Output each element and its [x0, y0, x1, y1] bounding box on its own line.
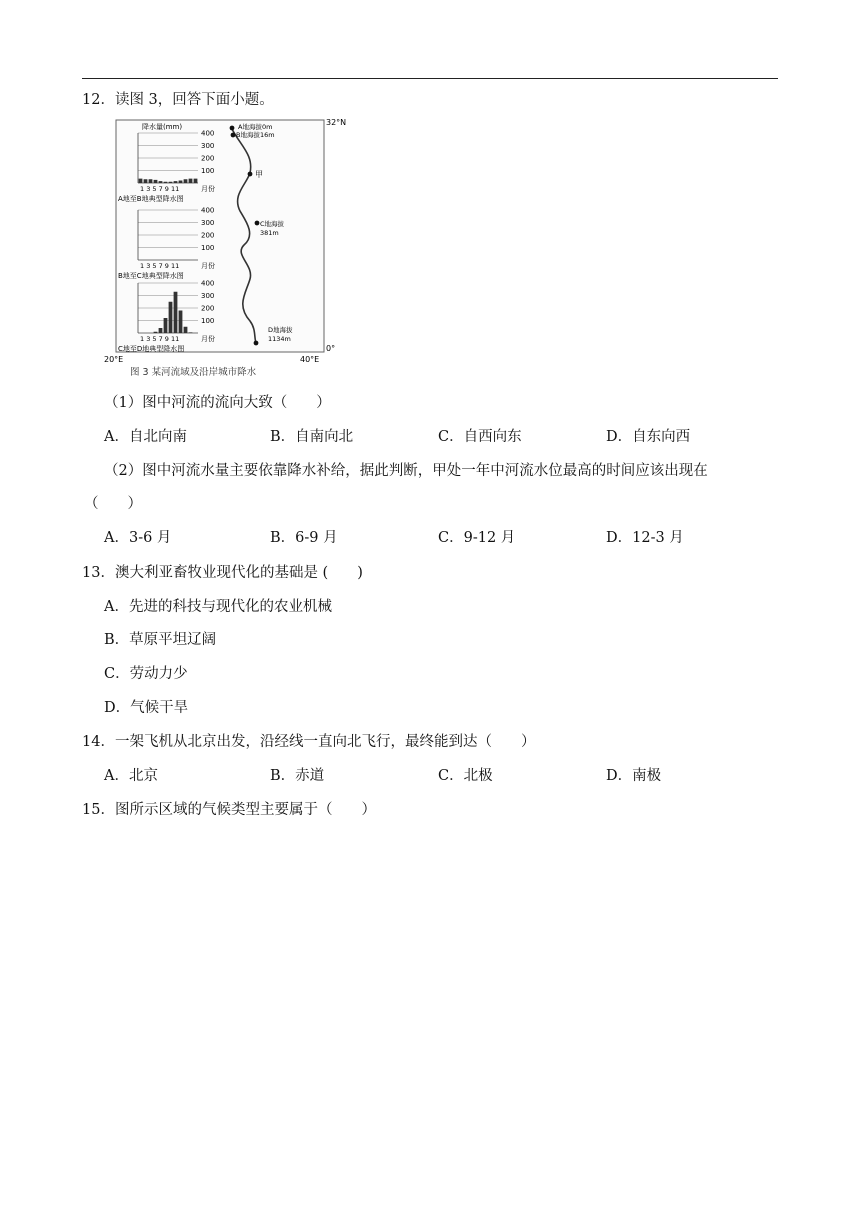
q13-option-a[interactable]: A．先进的科技与现代化的农业机械: [104, 599, 332, 615]
figure-3: [104, 115, 347, 385]
q12-sub2-option-c[interactable]: C．9-12 月: [438, 530, 516, 546]
chart-2-title: B地至C地典型降水图: [118, 272, 184, 280]
label-point-b: B地海拔16m: [236, 131, 275, 139]
chart-1-bar: [184, 179, 188, 183]
chart-3-bar: [184, 327, 188, 333]
chart-1-bar: [154, 180, 158, 183]
q12-sub2-option-b[interactable]: B．6-9 月: [270, 530, 338, 546]
chart-2-x-ticks: 1 3 5 7 9 11: [140, 262, 180, 270]
q14-option-c[interactable]: C．北极: [438, 768, 493, 784]
point-b-marker: [231, 133, 236, 138]
chart-1-title: A地至B地典型降水图: [118, 195, 184, 203]
label-point-d-1: D地海拔: [268, 326, 293, 334]
q12-sub1-text: （1）图中河流的流向大致（ ）: [104, 395, 331, 411]
figure-caption: 图 3 某河流域及沿岸城市降水: [130, 367, 257, 378]
chart-1-bar: [179, 181, 183, 184]
q12-sub1-option-c[interactable]: C．自西向东: [438, 429, 522, 445]
chart-2-y-tick: 200: [201, 231, 215, 240]
chart-3-y-tick: 300: [201, 292, 215, 300]
chart-1-xlabel: 月份: [201, 185, 215, 193]
chart-3-xlabel: 月份: [201, 335, 215, 343]
q12-sub2-option-d[interactable]: D．12-3 月: [606, 530, 684, 546]
q13-option-b[interactable]: B．草原平坦辽阔: [104, 632, 217, 648]
label-point-a: A地海拔0m: [238, 123, 273, 131]
q14-stem: 14．一架飞机从北京出发，沿经线一直向北飞行，最终能到达（ ）: [82, 734, 536, 750]
label-lat-bottom: 0°: [326, 344, 336, 353]
chart-1-bar: [159, 181, 163, 183]
chart-1-y-tick: 100: [201, 167, 215, 175]
point-a-marker: [230, 126, 235, 131]
chart-1-bar: [169, 182, 173, 183]
chart-3-bar: [154, 332, 158, 333]
point-c-marker: [255, 221, 260, 226]
chart-1-x-ticks: 1 3 5 7 9 11: [140, 185, 180, 193]
q12-sub2-text-cont: （ ）: [84, 496, 142, 512]
chart-2-y-tick: 100: [201, 244, 215, 252]
chart-2-y-tick: 300: [201, 219, 215, 227]
chart-3-title: C地至D地典型降水图: [118, 345, 185, 353]
q13-option-c[interactable]: C．劳动力少: [104, 666, 188, 682]
chart-3-x-ticks: 1 3 5 7 9 11: [140, 335, 180, 343]
label-lon-right: 40°E: [300, 355, 320, 364]
chart-3-bar: [179, 311, 183, 334]
chart-3-y-tick: 400: [201, 279, 215, 288]
label-lat-top: 32°N: [326, 118, 347, 127]
chart-1-y-tick: 300: [201, 142, 215, 150]
q15-stem: 15．图所示区域的气候类型主要属于（ ）: [82, 802, 376, 818]
chart-1-bar: [149, 179, 153, 183]
chart-2-xlabel: 月份: [201, 262, 215, 270]
chart-1-bar: [174, 181, 178, 183]
q14-option-b[interactable]: B．赤道: [270, 768, 325, 784]
q12-stem: 12．读图 3，回答下面小题。: [82, 92, 274, 108]
header-rule: [82, 78, 778, 79]
q12-sub1-option-a[interactable]: A．自北向南: [104, 429, 187, 445]
q14-option-d[interactable]: D．南极: [606, 768, 662, 784]
chart-3-bar: [189, 332, 193, 333]
chart-3-bar: [174, 292, 178, 333]
map-frame: [116, 120, 324, 352]
point-jia-marker: [248, 172, 253, 177]
label-point-d-2: 1134m: [268, 335, 291, 343]
figure-3-svg: [104, 115, 347, 385]
chart-1-bar: [144, 179, 148, 183]
chart-3-bar: [169, 302, 173, 333]
label-point-jia: 甲: [255, 170, 263, 179]
chart-1-y-tick: 200: [201, 154, 215, 163]
chart-3-bar: [164, 318, 168, 333]
q13-option-d[interactable]: D．气候干旱: [104, 700, 189, 716]
chart-1-bar: [189, 179, 193, 183]
chart-1-bar: [139, 179, 143, 183]
chart-3-y-tick: 200: [201, 304, 215, 313]
chart-1-y-tick: 400: [201, 129, 215, 138]
q12-sub1-option-d[interactable]: D．自东向西: [606, 429, 691, 445]
point-d-marker: [254, 341, 259, 346]
chart-3-bar: [159, 328, 163, 333]
label-point-c-2: 381m: [260, 229, 279, 237]
q12-sub2-option-a[interactable]: A．3-6 月: [104, 530, 172, 546]
chart-1-bar: [164, 182, 168, 183]
q14-option-a[interactable]: A．北京: [104, 768, 158, 784]
chart-1-bar: [194, 179, 198, 183]
label-point-c-1: C地海拔: [260, 220, 285, 228]
label-lon-left: 20°E: [104, 355, 124, 364]
q12-sub2-text: （2）图中河流水量主要依靠降水补给，据此判断，甲处一年中河流水位最高的时间应该出现在: [104, 463, 708, 479]
q13-stem: 13．澳大利亚畜牧业现代化的基础是 ( ): [82, 565, 363, 581]
chart-2-y-tick: 400: [201, 206, 215, 215]
chart-ylabel: 降水量(mm): [142, 123, 183, 131]
q12-sub1-option-b[interactable]: B．自南向北: [270, 429, 354, 445]
chart-3-y-tick: 100: [201, 317, 215, 325]
